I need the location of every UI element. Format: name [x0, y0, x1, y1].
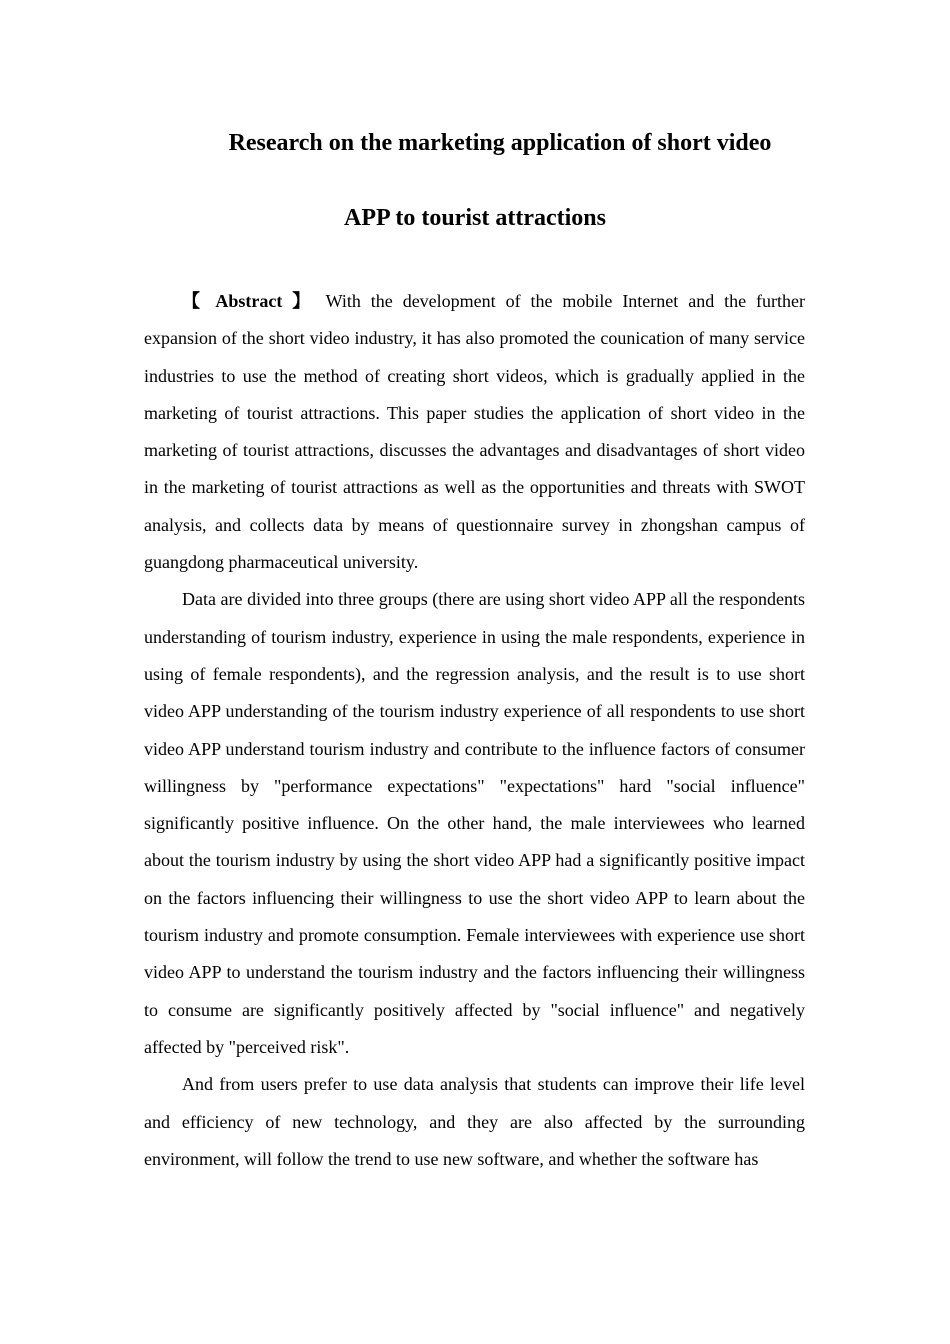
abstract-body [144, 283, 805, 1178]
abstract-paragraph-1 [144, 283, 805, 581]
abstract-paragraph-1-text: With the development of the mobile Internet and the further expansion of the short video industry, it has also promoted the counication of many service industries to use the method of creating short videos, which is gradually applied in the marketing of tourist attractions. This paper studies the application of short video in the marketing of tourist attractions, discusses the advantages and disadvantages of short video in the marketing of tourist attractions as well as the opportunities and threats with SWOT analysis, and collects data by means of questionnaire survey in zhongshan campus of guangdong pharmaceutical university. [144, 291, 805, 573]
abstract-paragraph-3: And from users prefer to use data analysis that students can improve their life level and efficiency of new technology, and they are also affected by the surrounding environment, will follow the trend to use new software, and whether the software has [144, 1074, 805, 1169]
paper-title-line-2: APP to tourist attractions [344, 205, 606, 231]
abstract-paragraph-2: Data are divided into three groups (there are using short video APP all the respondents understanding of tourism industry, experience in using the male respondents, experience in using of female respondents), and the regression analysis, and the result is to use short video APP understanding of the tourism industry experience of all respondents to use short video APP understand tourism industry and contribute to the influence factors of consumer willingness by "performance expectations" "expectations" hard "social influence" significantly positive influence. On the other hand, the male interviewees who learned about the tourism industry by using the short video APP had a significantly positive impact on the factors influencing their willingness to use the short video APP to learn about the tourism industry and promote consumption. Female interviewees with experience use short video APP to understand the tourism industry and the factors influencing their willingness to consume are significantly positively affected by "social influence" and negatively affected by "perceived risk". [144, 589, 805, 1057]
abstract-label: 【 Abstract 】 [182, 291, 316, 311]
paper-title-line-1: Research on the marketing application of short video [228, 130, 772, 156]
